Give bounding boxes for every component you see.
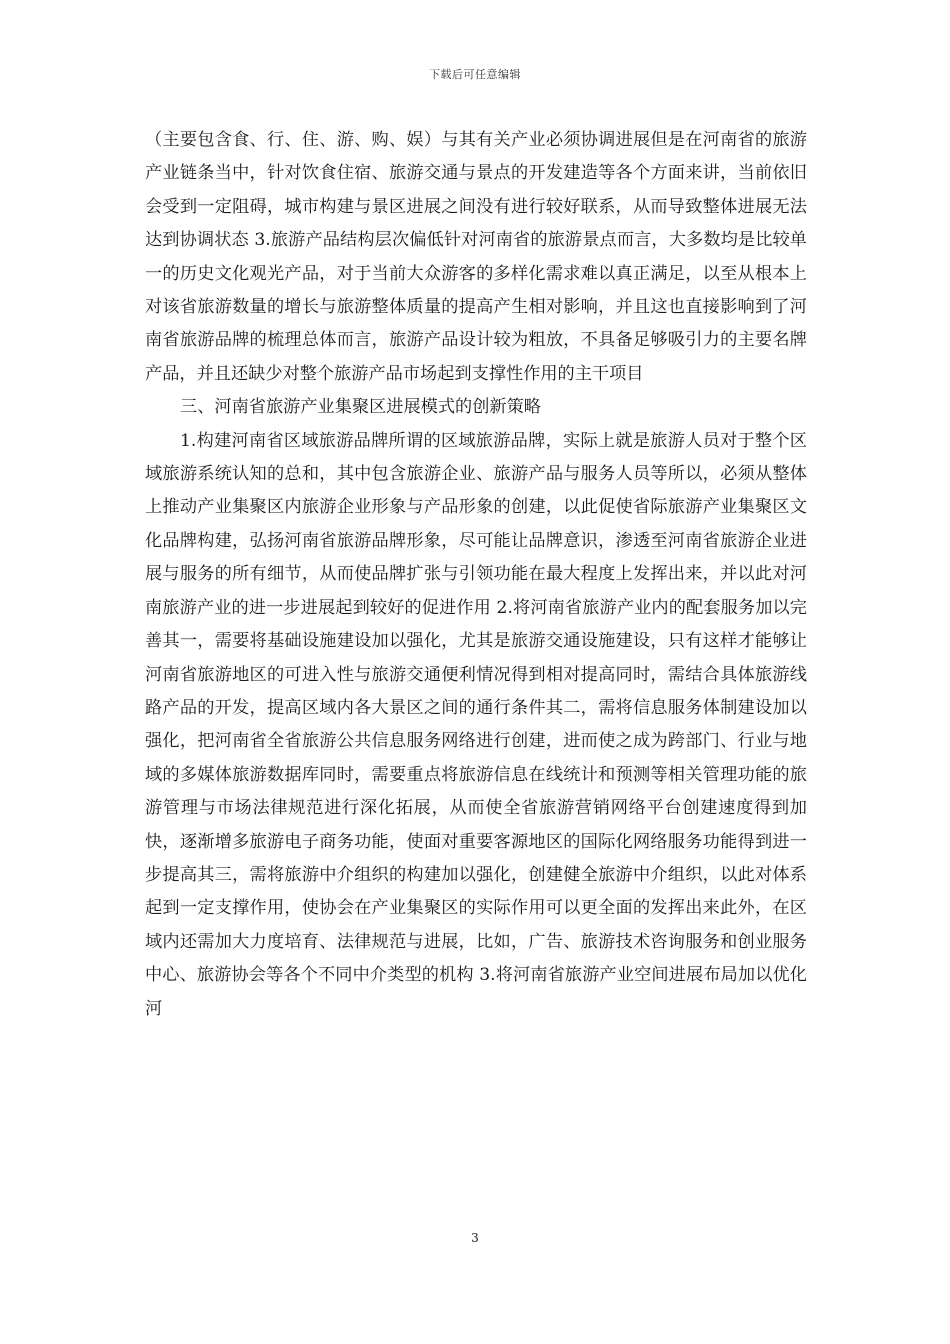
body-paragraph-1: （主要包含食、行、住、游、购、娱）与其有关产业必须协调进展但是在河南省的旅游产业链条当中，针对饮食住宿、旅游交通与景点的开发建造等各个方面来讲，当前依旧会受到一定阻碍，城市构建与景区进展之间没有进行较好联系，从而导致整体进展无法达到协调状态 3.旅游产品结构层次偏低针对河南省的旅游景点而言，大多数均是比较单一的历史文化观光产品，对于当前大众游客的多样化需求难以真正满足，以至从根本上对该省旅游数量的增长与旅游整体质量的提高产生相对影响，并且这也直接影响到了河南省旅游品牌的梳理总体而言，旅游产品设计较为粗放，不具备足够吸引力的主要名牌产品，并且还缺少对整个旅游产品市场起到支撑性作用的主干项目	[145, 130, 807, 384]
section-heading: 三、河南省旅游产业集聚区进展模式的创新策略	[180, 397, 541, 418]
body-paragraph-2: 1.构建河南省区域旅游品牌所谓的区域旅游品牌，实际上就是旅游人员对于整个区域旅游系统认知的总和，其中包含旅游企业、旅游产品与服务人员等所以，必须从整体上推动产业集聚区内旅游企业形象与产品形象的创建，以此促使省际旅游产业集聚区文化品牌构建，弘扬河南省旅游品牌形象，尽可能让品牌意识，渗透至河南省旅游企业进展与服务的所有细节，从而使品牌扩张与引领功能在最大程度上发挥出来，并以此对河南旅游产业的进一步进展起到较好的促进作用 2.将河南省旅游产业内的配套服务加以完善其一，需要将基础设施建设加以强化，尤其是旅游交通设施建设，只有这样才能够让河南省旅游地区的可进入性与旅游交通便利情况得到相对提高同时，需结合具体旅游线路产品的开发，提高区域内各大景区之间的通行条件其二，需将信息服务体制建设加以强化，把河南省全省旅游公共信息服务网络进行创建，进而使之成为跨部门、行业与地域的多媒体旅游数据库同时，需要重点将旅游信息在线统计和预测等相关管理功能的旅游管理与市场法律规范进行深化拓展，从而使全省旅游营销网络平台创建速度得到加快，逐渐增多旅游电子商务功能，使面对重要客源地区的国际化网络服务功能得到进一步提高其三，需将旅游中介组织的构建加以强化，创建健全旅游中介组织，以此对体系起到一定支撑作用，使协会在产业集聚区的实际作用可以更全面的发挥出来此外，在区域内还需加大力度培育、法律规范与进展，比如，广告、旅游技术咨询服务和创业服务中心、旅游协会等各个不同中介类型的机构 3.将河南省旅游产业空间进展布局加以优化河	[145, 430, 807, 1019]
document-body	[145, 124, 807, 1026]
page-header: 下载后可任意编辑	[429, 68, 521, 81]
page-number: 3	[471, 1231, 479, 1245]
